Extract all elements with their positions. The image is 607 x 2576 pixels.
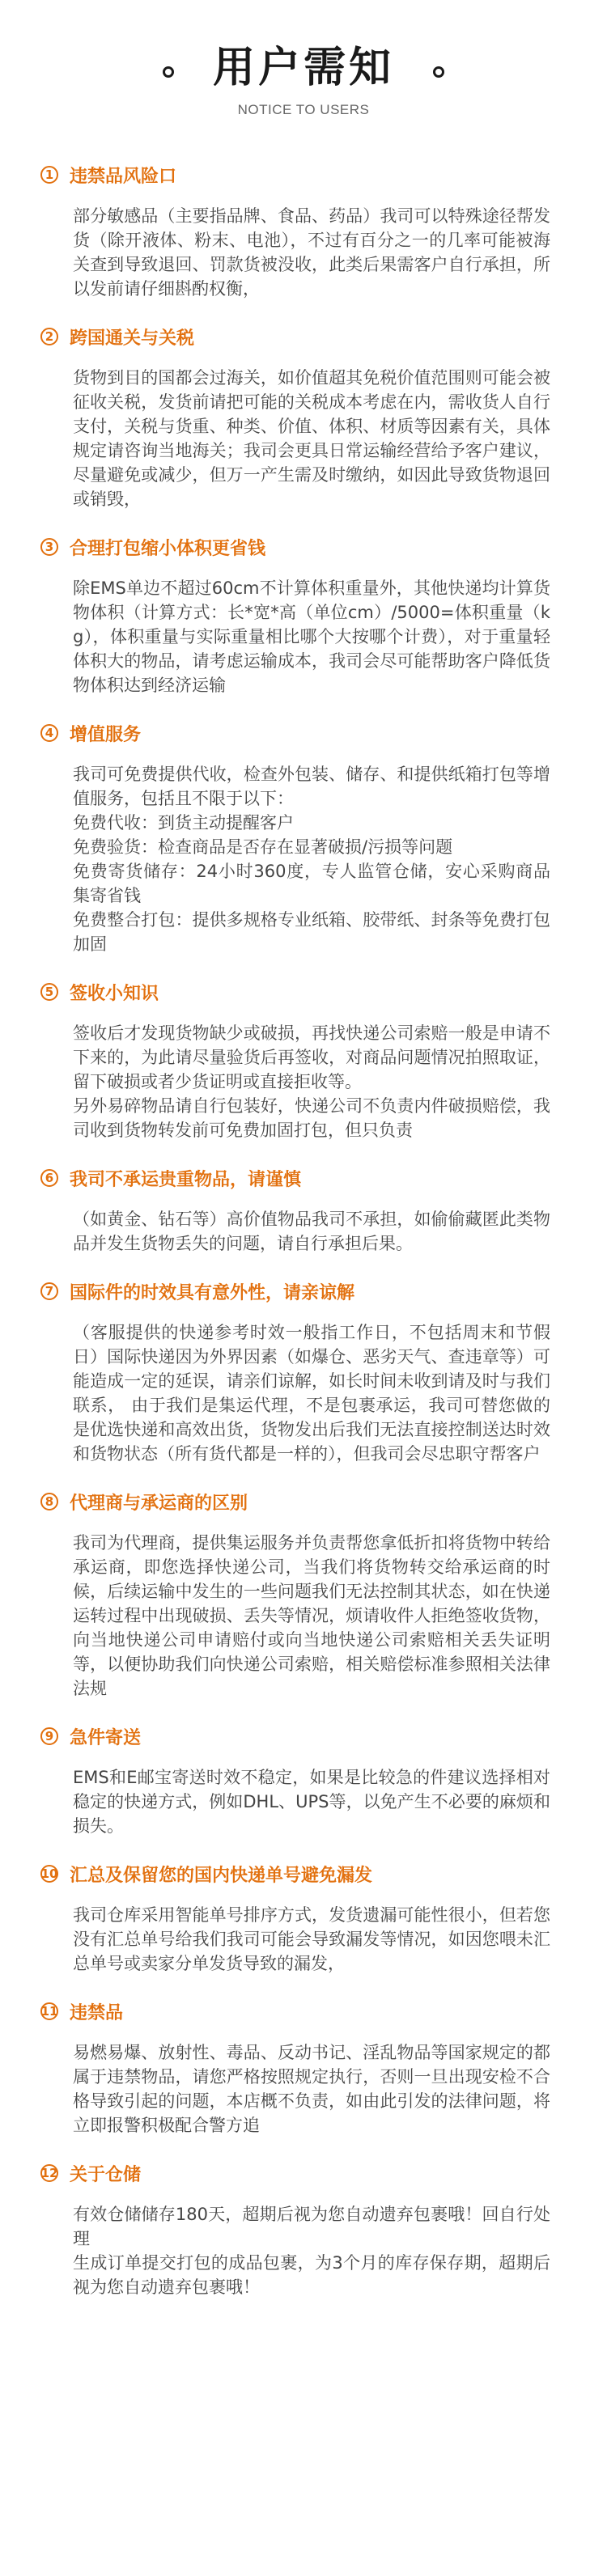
notice-sections xyxy=(0,113,607,2299)
section-paragraph: 免费代收：到货主动提醒客户 xyxy=(73,813,294,833)
notice-section xyxy=(0,322,607,511)
section-title: 违禁品 xyxy=(70,2002,124,2023)
section-paragraph: EMS和E邮宝寄送时效不稳定，如果是比较急的件建议选择相对稳定的快递方式，例如DHL、UPS等，以免产生不必要的麻烦和损失。 xyxy=(73,1768,550,1836)
section-number-circle-icon: 9 xyxy=(40,1727,58,1745)
notice-section xyxy=(0,532,607,697)
section-title: 合理打包缩小体积更省钱 xyxy=(70,538,266,559)
title-right-dot-icon xyxy=(433,66,444,78)
page-title: 用户需知 xyxy=(212,44,394,92)
section-paragraph: 免费整合打包：提供多规格专业纸箱、胶带纸、封条等免费打包加固 xyxy=(73,910,550,954)
section-title: 国际件的时效具有意外性，请亲谅解 xyxy=(70,1282,355,1303)
notice-section xyxy=(0,1163,607,1256)
page-header xyxy=(0,0,607,117)
section-header xyxy=(0,322,607,351)
section-number-circle-icon: 4 xyxy=(40,724,58,742)
section-header xyxy=(0,1487,607,1516)
notice-section xyxy=(0,977,607,1142)
notice-section xyxy=(0,718,607,956)
notice-section xyxy=(0,1722,607,1838)
section-title: 签收小知识 xyxy=(70,983,159,1004)
section-title: 跨国通关与关税 xyxy=(70,328,195,349)
section-paragraph: 我司为代理商，提供集运服务并负责帮您拿低折扣将货物中转给承运商，即您选择快递公司，当我们将货物转交给承运商的时候，后续运输中发生的一些问题我们无法控制其状态，如在快递运转过程中出现破损、丢失等情况，烦请收件人拒绝签收货物，向当地快递公司申请赔付或向当地快递公司索赔相关丢失证明等，以便协助我们向快递公司索赔，相关赔偿标准参照相关法律法规 xyxy=(73,1533,550,1698)
section-header xyxy=(0,718,607,748)
section-header xyxy=(0,1997,607,2026)
section-number-circle-icon: 3 xyxy=(40,538,58,556)
section-header xyxy=(0,1163,607,1193)
section-body xyxy=(73,1207,550,1256)
section-title: 代理商与承运商的区别 xyxy=(70,1493,248,1514)
section-header xyxy=(0,1722,607,1751)
section-paragraph: 免费验货：检查商品是否存在显著破损/污损等问题 xyxy=(73,837,453,857)
section-header xyxy=(0,532,607,561)
notice-section xyxy=(0,1487,607,1701)
section-body xyxy=(73,1903,550,1976)
notice-section xyxy=(0,160,607,301)
section-paragraph: 货物到目的国都会过海关，如价值超其免税价值范围则可能会被征收关税，发货前请把可能的关税成本考虑在内，需收货人自行支付，关税与货重、种类、价值、体积、材质等因素有关，具体规定请咨询当地海关；我司会更具日常运输经营给予客户建议，尽量避免或减少，但万一产生需及时缴纳，如因此导致货物退回或销毁， xyxy=(73,368,550,509)
section-paragraph: 除EMS单边不超过60cm不计算体积重量外，其他快递均计算货物体积（计算方式：长*宽*高（单位cm）/5000=体积重量（kg），体积重量与实际重量相比哪个大按哪个计费），对于重量轻体积大的物品，请考虑运输成本，我司会尽可能帮助客户降低货物体积达到经济运输 xyxy=(73,578,550,695)
section-paragraph: 易燃易爆、放射性、毒品、反动书记、淫乱物品等国家规定的都属于违禁物品，请您严格按照规定执行，否则一旦出现安检不合格导致引起的问题，本店概不负责，如由此引发的法律问题，将立即报警积极配合警方追 xyxy=(73,2043,550,2135)
section-number-circle-icon: 2 xyxy=(40,328,58,345)
section-header xyxy=(0,160,607,189)
section-body xyxy=(73,204,550,301)
section-body xyxy=(73,2202,550,2299)
section-paragraph: 我司可免费提供代收，检查外包装、储存、和提供纸箱打包等增值服务，包括且不限于以下： xyxy=(73,765,550,808)
section-paragraph: （客服提供的快递参考时效一般指工作日，不包括周末和节假日）国际快递因为外界因素（如爆仓、恶劣天气、查违章等）可能造成一定的延误，请亲们谅解，如长时间未收到请及时与我们联系， 由于我们是集运代理，不是包裹承运，我司可替您做的是优选快递和高效出货，货物发出后我们无法直接控制送达时效和货物状态（所有货代都是一样的），但我司会尽忠职守帮客户 xyxy=(73,1323,550,1464)
title-left-dot-icon xyxy=(163,66,174,78)
section-body xyxy=(73,1320,550,1466)
section-number-circle-icon: 8 xyxy=(40,1493,58,1510)
section-paragraph: 有效仓储储存180天，超期后视为您自动遗弃包裹哦！回自行处理 xyxy=(73,2205,550,2248)
section-body xyxy=(73,366,550,511)
section-header xyxy=(0,1277,607,1306)
section-title: 汇总及保留您的国内快递单号避免漏发 xyxy=(70,1865,373,1886)
section-paragraph: 另外易碎物品请自行包装好，快递公司不负责内件破损赔偿，我司收到货物转发前可免费加固打包，但只负责 xyxy=(73,1096,550,1140)
section-body xyxy=(73,1021,550,1142)
section-body xyxy=(73,1765,550,1838)
title-row xyxy=(0,44,607,92)
section-body xyxy=(73,2040,550,2137)
notice-section xyxy=(0,2159,607,2299)
section-header xyxy=(0,2159,607,2188)
section-title: 急件寄送 xyxy=(70,1727,142,1748)
section-number-circle-icon: 10 xyxy=(40,1865,58,1883)
section-paragraph: 生成订单提交打包的成品包裹，为3个月的库存保存期，超期后视为您自动遗弃包裹哦！ xyxy=(73,2253,550,2297)
notice-section xyxy=(0,1277,607,1466)
section-paragraph: 部分敏感品（主要指品牌、食品、药品）我司可以特殊途径帮发货（除开液体、粉末、电池），不过有百分之一的几率可能被海关查到导致退回、罚款货被没收，此类后果需客户自行承担，所以发前请仔细斟酌权衡， xyxy=(73,206,550,299)
section-number-circle-icon: 5 xyxy=(40,983,58,1001)
page-subtitle: NOTICE TO USERS xyxy=(237,102,370,117)
section-body xyxy=(73,1531,550,1701)
section-number-circle-icon: 1 xyxy=(40,166,58,184)
notice-section xyxy=(0,1997,607,2137)
section-number-circle-icon: 11 xyxy=(40,2002,58,2020)
section-body xyxy=(73,762,550,956)
section-header xyxy=(0,977,607,1006)
section-paragraph: （如黄金、钻石等）高价值物品我司不承担，如偷偷藏匿此类物品并发生货物丢失的问题，请自行承担后果。 xyxy=(73,1210,550,1253)
section-number-circle-icon: 7 xyxy=(40,1282,58,1300)
section-body xyxy=(73,576,550,697)
section-header xyxy=(0,1859,607,1888)
section-number-circle-icon: 12 xyxy=(40,2164,58,2182)
section-paragraph: 我司仓库采用智能单号排序方式，发货遗漏可能性很小，但若您没有汇总单号给我们我司可能会导致漏发等情况，如因您喂未汇总单号或卖家分单发货导致的漏发， xyxy=(73,1905,550,1973)
section-paragraph: 免费寄货储存：24小时360度，专人监管仓储，安心采购商品集寄省钱 xyxy=(73,862,550,905)
notice-section xyxy=(0,1859,607,1976)
section-title: 增值服务 xyxy=(70,724,142,745)
section-title: 我司不承运贵重物品，请谨慎 xyxy=(70,1169,302,1190)
section-title: 违禁品风险口 xyxy=(70,166,177,187)
section-title: 关于仓储 xyxy=(70,2164,142,2185)
section-paragraph: 签收后才发现货物缺少或破损，再找快递公司索赔一般是申请不下来的，为此请尽量验货后再签收，对商品问题情况拍照取证，留下破损或者少货证明或直接拒收等。 xyxy=(73,1023,550,1091)
section-number-circle-icon: 6 xyxy=(40,1169,58,1187)
